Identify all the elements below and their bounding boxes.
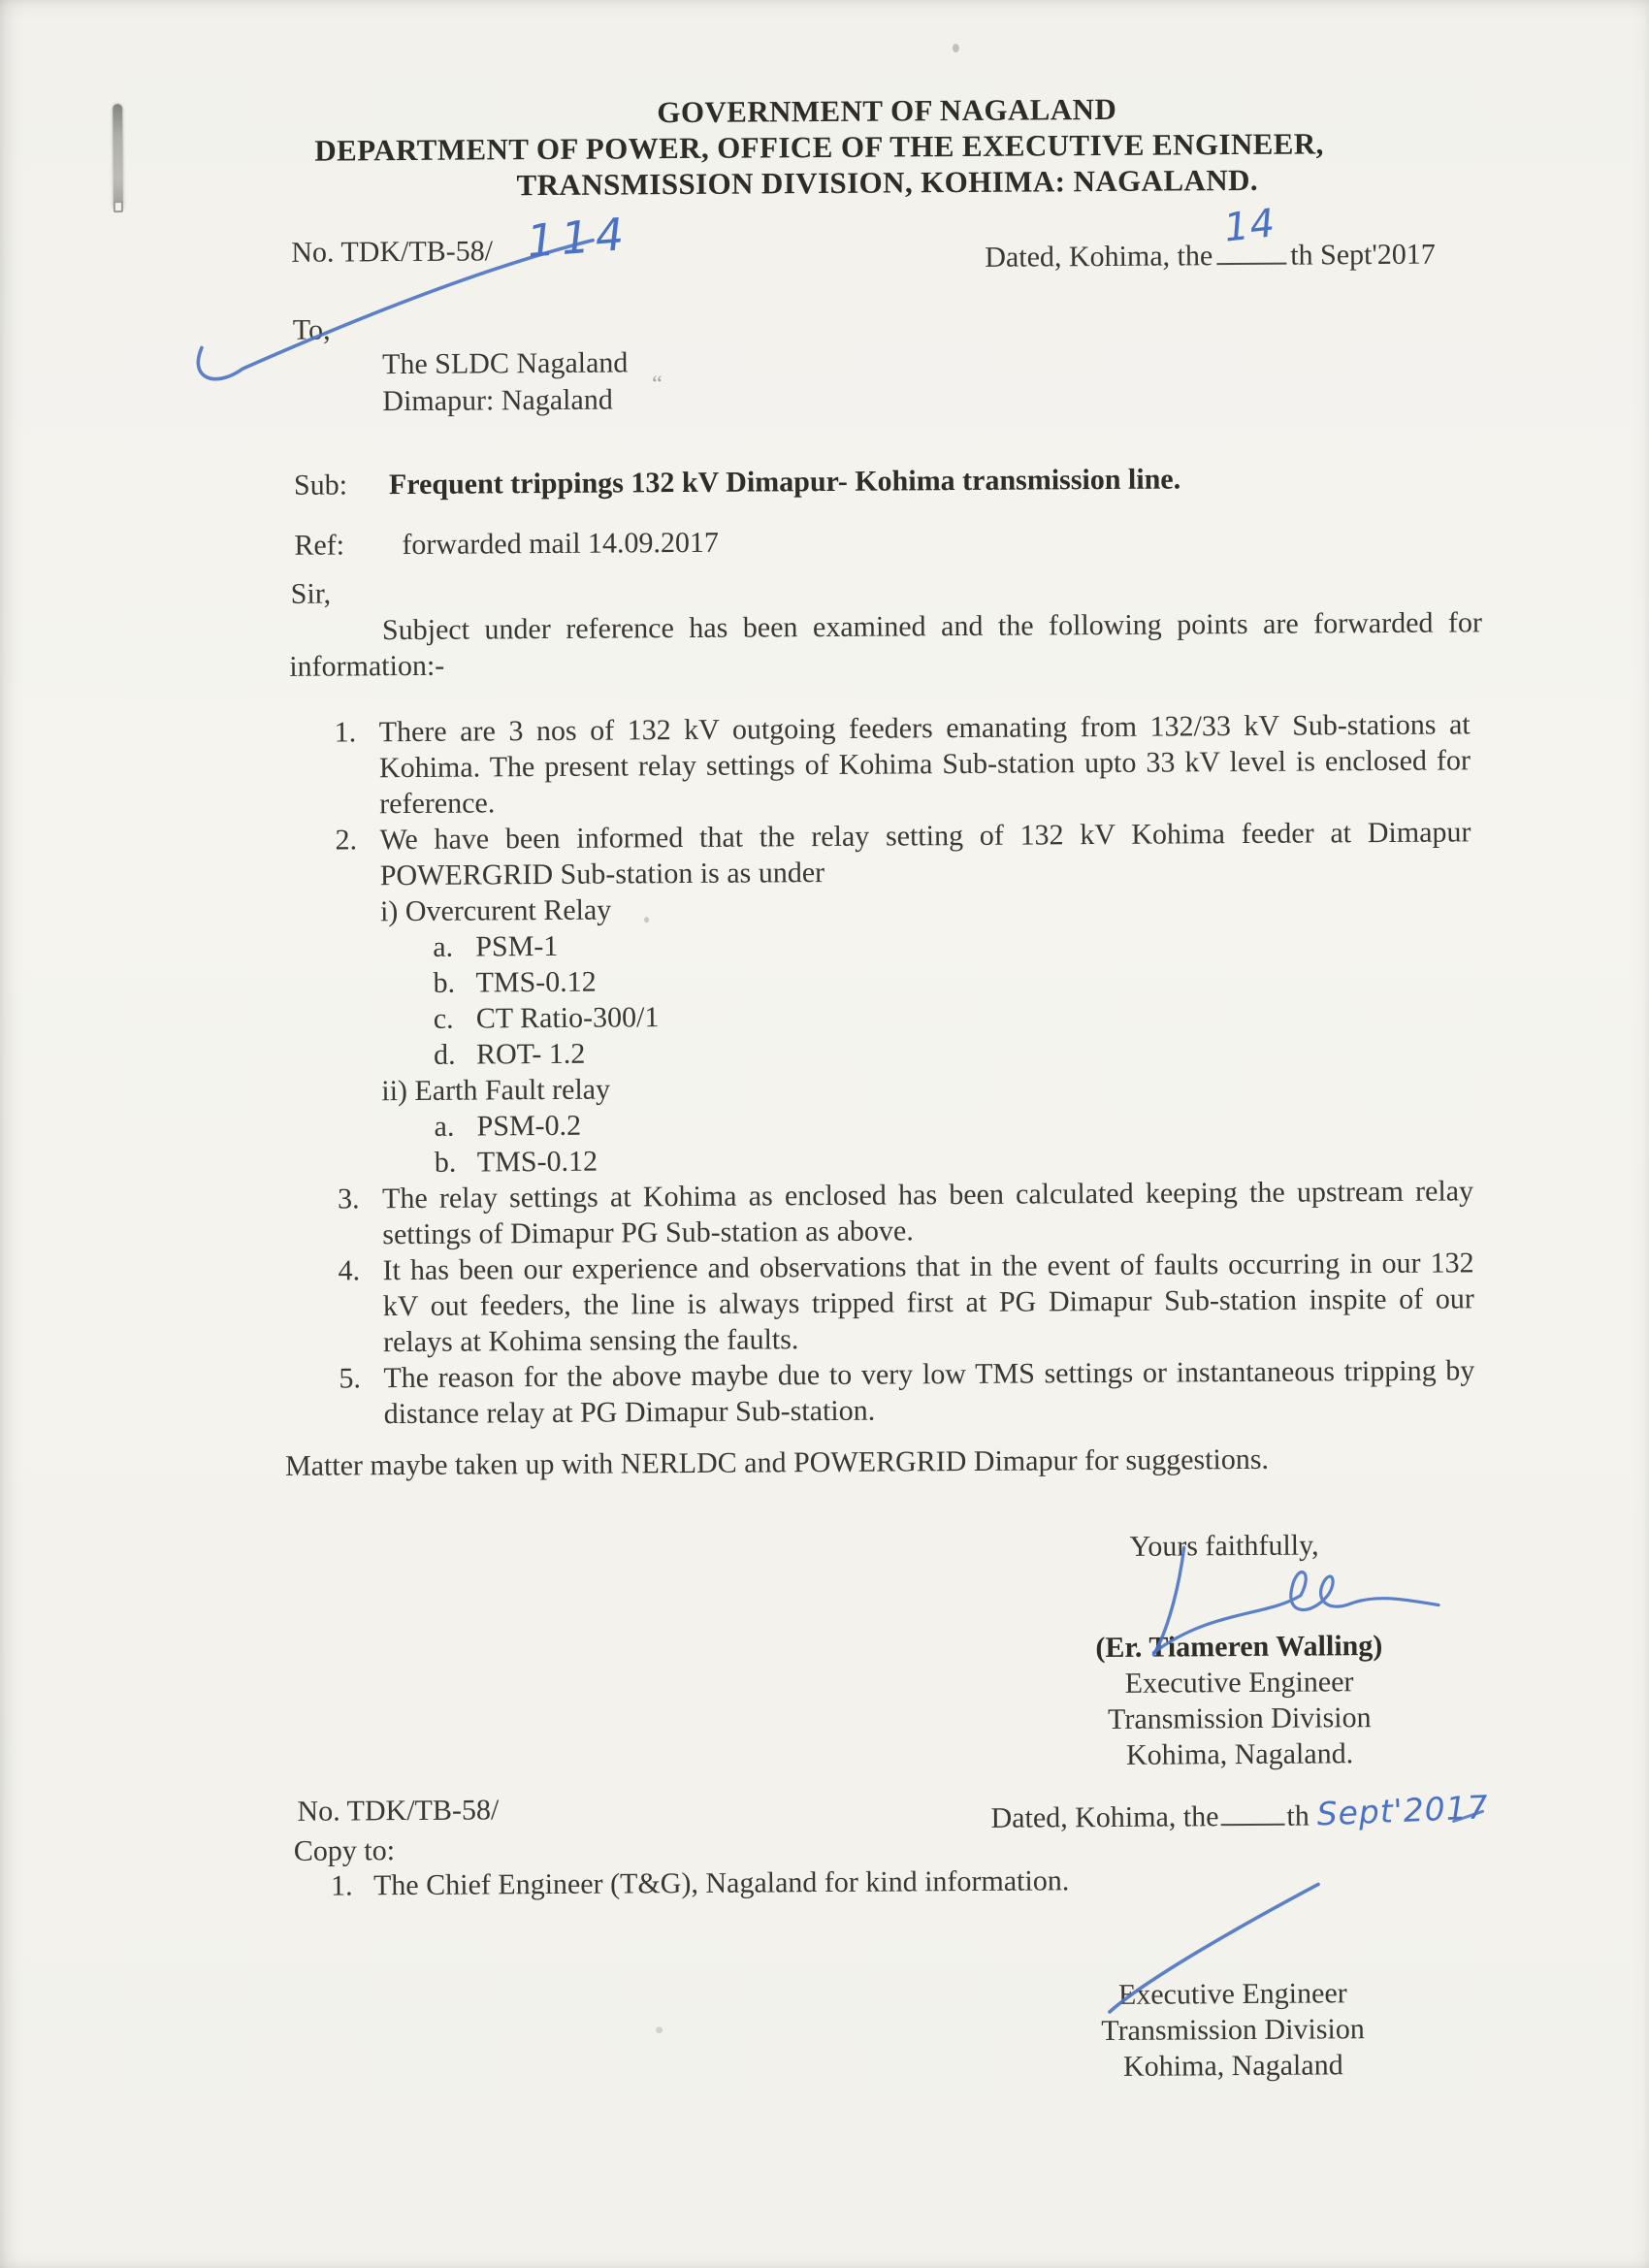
letterhead-line1: GOVERNMENT OF NAGALAND (657, 91, 1117, 130)
addressee-line1: The SLDC Nagaland (381, 346, 629, 381)
list-item (338, 1173, 1474, 1252)
item-text: TMS-0.12 (476, 1145, 598, 1179)
item-number: 5. (339, 1362, 361, 1395)
subject-text: Frequent trippings 132 kV Dimapur- Kohima transmission line. (388, 463, 1181, 502)
ref-text: forwarded mail 14.09.2017 (402, 526, 720, 562)
item-number: 2. (335, 824, 358, 857)
date-day-blank (1220, 1795, 1284, 1826)
date-prefix: Dated, Kohima, the (990, 1800, 1219, 1834)
signatory-title: Executive Engineer (1124, 1666, 1354, 1700)
item-text: The relay settings at Kohima as enclosed has been calculated keeping the upstream relay settings of Dimapur PG Sub-station as above. (381, 1175, 1474, 1251)
list-item (339, 1352, 1475, 1432)
signatory-location: Kohima, Nagaland. (1125, 1737, 1354, 1771)
item-text: It has been our experience and observations that in the event of faults occurring in our 132 kV out feeders, the line is always tripped first at PG Dimapur Sub-station inspite of our relays at Kohima sensing the faults. (382, 1247, 1474, 1359)
subject-label: Sub: (293, 469, 348, 502)
signatory-location: Kohima, Nagaland (1122, 2049, 1343, 2083)
copy-date-line (990, 1788, 1490, 1836)
copy-to-label: Copy to: (293, 1834, 396, 1867)
copy-reference-number: No. TDK/TB-58/ (297, 1794, 500, 1828)
scan-speck (656, 2026, 663, 2033)
item-letter: b. (434, 1146, 457, 1179)
list-item (335, 814, 1471, 893)
handwritten-reference-number: 114 (525, 207, 631, 268)
item-text: We have been informed that the relay setting of 132 kV Kohima feeder at Dimapur POWERGRID Sub-station is as under (379, 816, 1471, 892)
item-letter: d. (433, 1038, 456, 1071)
ref-label: Ref: (294, 529, 345, 562)
signatory-division: Transmission Division (1108, 1701, 1372, 1735)
item-letter: a. (434, 1110, 455, 1143)
item-text: The reason for the above maybe due to very low TMS settings or instantaneous tripping by distance relay at PG Dimapur Sub-station. (383, 1354, 1475, 1431)
copy-item (331, 1863, 1070, 1903)
date-mid: th (1286, 1799, 1310, 1832)
signatory-block (1025, 1627, 1453, 1773)
signatory-title: Executive Engineer (1117, 1977, 1347, 2011)
salutation: Sir, (290, 577, 332, 610)
letterhead-line3: TRANSMISSION DIVISION, KOHIMA: NAGALAND. (516, 162, 1259, 203)
intro-paragraph: Subject under reference has been examined and the following points are forwarded for information:- (289, 606, 1483, 683)
item-text: ROT- 1.2 (475, 1037, 586, 1071)
item-number: 4. (338, 1254, 361, 1287)
item-number: 3. (337, 1183, 360, 1215)
item-text: TMS-0.12 (475, 965, 597, 999)
item-text: PSM-0.2 (476, 1109, 582, 1143)
item-number: 1. (334, 716, 357, 749)
item-letter: a. (433, 930, 454, 963)
item-letter: b. (433, 966, 456, 999)
letterhead (0, 87, 1644, 207)
item-text: CT Ratio-300/1 (475, 1001, 660, 1035)
scan-ink-fleck: “ (652, 372, 663, 398)
list-item (338, 1245, 1475, 1360)
overcurrent-relay-heading: i) Overcurent Relay (379, 893, 612, 928)
letterhead-line2: DEPARTMENT OF POWER, OFFICE OF THE EXECUTIVE ENGINEER, (314, 126, 1324, 168)
to-label: To, (292, 313, 331, 346)
list-item (335, 706, 1472, 822)
signatory-name: (Er. Tiameren Walling) (1095, 1630, 1383, 1665)
handwritten-day: 14 (1221, 201, 1278, 251)
reference-number: No. TDK/TB-58/ (291, 235, 494, 269)
earth-fault-relay-heading: ii) Earth Fault relay (381, 1073, 611, 1108)
item-text: PSM-1 (475, 929, 559, 963)
item-number: 1. (330, 1869, 353, 1902)
valediction: Yours faithfully, (1129, 1529, 1319, 1563)
date-suffix: th Sept'2017 (1290, 238, 1436, 272)
signatory-division: Transmission Division (1101, 2013, 1365, 2048)
item-letter: c. (433, 1002, 454, 1035)
closing-line: Matter maybe taken up with NERLDC and POWERGRID Dimapur for suggestions. (284, 1442, 1270, 1482)
item-text: There are 3 nos of 132 kV outgoing feeders emanating from 132/33 kV Sub-stations at Kohima. The present relay settings of Kohima Sub-station upto 33 kV level is enclosed for reference. (378, 708, 1471, 821)
item-text: The Chief Engineer (T&G), Nagaland for kind information. (372, 1864, 1070, 1902)
points-list (335, 706, 1476, 1432)
handwritten-month-year: Sept'2017 (1316, 1788, 1490, 1833)
scan-speck (953, 44, 959, 52)
footer-signatory-block (1019, 1975, 1447, 2086)
date-day-slot (1216, 201, 1286, 266)
date-line (985, 201, 1436, 275)
date-prefix: Dated, Kohima, the (985, 240, 1213, 274)
addressee-line2: Dimapur: Nagaland (382, 383, 613, 418)
